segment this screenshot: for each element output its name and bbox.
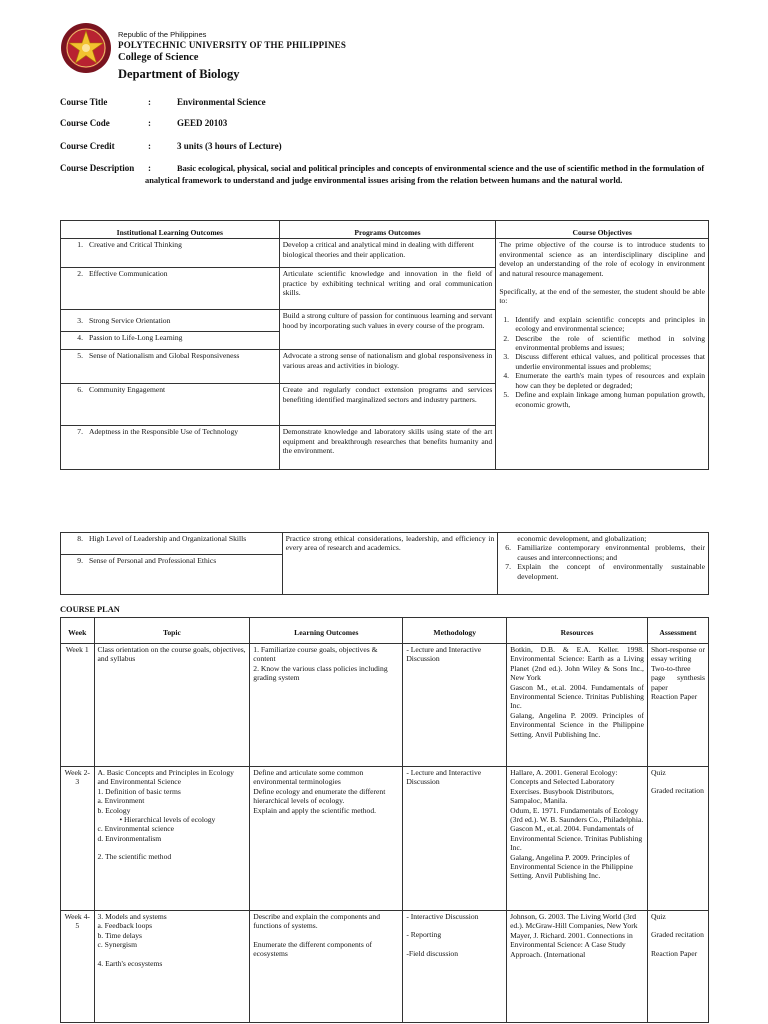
objective-continuation: economic development, and globalization;: [517, 534, 647, 543]
objective-item: 4. Enumerate the earth's main types of resources and explain how can they be depleted or degraded;: [503, 371, 705, 390]
header-course-objectives: Course Objectives: [496, 221, 709, 239]
objective-item: 5. Define and explain linkage among human population growth, economic growth,: [503, 390, 705, 409]
course-description-text: Basic ecological, physical, social and political principles and concepts of environmental science and the use of scientific method in the formulation of analytical framework to understand and judge environmental issues arising from the relation between humans and the natural world.: [145, 164, 705, 185]
methodology-cell: - Lecture and Interactive Discussion: [403, 767, 507, 911]
course-code-label: Course Code: [60, 118, 110, 128]
objectives-list: [499, 315, 705, 409]
po-item: Build a strong culture of passion for continuous learning and servant hood by incorporating such values in every course of the program.: [279, 310, 496, 350]
week-cell: Week 1: [61, 644, 95, 767]
header-institutional-outcomes: Institutional Learning Outcomes: [61, 221, 280, 239]
ilo-item: 3. Strong Service Orientation: [61, 310, 280, 332]
ilo-item: 1. Creative and Critical Thinking: [61, 239, 280, 268]
header-methodology: Methodology: [403, 618, 507, 644]
college-name: College of Science: [118, 52, 199, 63]
objective-item: 1. Identify and explain scientific concepts and principles in ecology and environmental science;: [503, 314, 705, 334]
header-resources: Resources: [507, 618, 648, 644]
course-credit-label: Course Credit: [60, 141, 115, 151]
ilo-item: 7. Adeptness in the Responsible Use of Technology: [61, 426, 280, 470]
course-objectives-cell: [498, 533, 709, 595]
po-item: Articulate scientific knowledge and innovation in the field of practice by exhibiting technical writing and oral communication skills.: [279, 268, 496, 310]
header-topic: Topic: [94, 618, 250, 644]
methodology-cell: - Interactive Discussion - Reporting -Field discussion: [403, 911, 507, 1023]
ilo-item: 9. Sense of Personal and Professional Ethics: [61, 555, 283, 595]
plan-header-row: [61, 618, 709, 644]
po-item: Demonstrate knowledge and laboratory skills using state of the art equipment and breakthrough researches that benefits humanity and the environment.: [279, 426, 496, 470]
learning-outcomes-cell: Define and articulate some common environmental terminologies Define ecology and enumerate the different hierarchical levels of ecology. Explain and apply the scientific method.: [250, 767, 403, 911]
objective-item: 7. Explain the concept of environmentally sustainable development.: [505, 562, 705, 581]
header-programs-outcomes: Programs Outcomes: [279, 221, 496, 239]
assessment-cell: Quiz Graded recitation: [647, 767, 708, 911]
header-assessment: Assessment: [647, 618, 708, 644]
ilo-item: 8. High Level of Leadership and Organizational Skills: [61, 533, 283, 555]
objective-item: 3. Discuss different ethical values, and political processes that underlie environmental issues and problems;: [503, 352, 705, 371]
po-item: Develop a critical and analytical mind in dealing with different biological theories and their application.: [279, 239, 496, 268]
plan-row: [61, 911, 709, 1023]
objectives-list: [501, 543, 705, 581]
resources-cell: Hallare, A. 2001. General Ecology: Concepts and Selected Laboratory Exercises. Busybook Distributors, Sampaloc, Manila. Odum, E. 1971. Fundamentals of Ecology (3rd ed.). W. B. Saunders Co., Philadelphia. Gascon M., et.al. 2004. Fundamentals of Environmental Science. Trinitas Publishing Inc. Galang, Angelina P. 2009. Principles of Environmental Science in the Philippine Setting. Anvil Publishing Inc.: [507, 767, 648, 911]
header-learning-outcomes: Learning Outcomes: [250, 618, 403, 644]
methodology-cell: - Lecture and Interactive Discussion: [403, 644, 507, 767]
course-code-value: GEED 20103: [177, 118, 228, 128]
resources-cell: Johnson, G. 2003. The Living World (3rd ed.). McGraw-Hill Companies, New York Mayer, J. Richard. 2001. Connections in Environmental Science: A Case Study Approach. (International: [507, 911, 648, 1023]
outcome-row: [61, 533, 709, 555]
assessment-cell: Quiz Graded recitation Reaction Paper: [647, 911, 708, 1023]
objectives-lead: Specifically, at the end of the semester, the student should be able to:: [499, 287, 705, 306]
header-week: Week: [61, 618, 95, 644]
assessment-cell: Short-response or essay writing Two-to-three page synthesis paper Reaction Paper: [647, 644, 708, 767]
course-title-value: Environmental Science: [177, 97, 266, 107]
course-credit-value: 3 units (3 hours of Lecture): [177, 141, 282, 151]
republic-label: Republic of the Philippines: [118, 30, 207, 39]
outcome-row: [61, 239, 709, 268]
objectives-intro: The prime objective of the course is to introduce students to environmental science as an interdisciplinary discipline and develop an understanding of the role of ecology in environment and natural resource management.: [499, 240, 705, 278]
week-cell: Week 4-5: [61, 911, 95, 1023]
ilo-item: 4. Passion to Life-Long Learning: [61, 332, 280, 350]
document-page: Republic of the Philippines POLYTECHNIC UNIVERSITY OF THE PHILIPPINES College of Science Department of Biology Course Title : Environmental Science Course Code : GEED 20103 Course Credit : 3 units (3 hours of Lecture) Course Description : Basic ecological, physical, social and political principles and concepts of environmental science and the use of scientific method in the formulation of analytical framework to understand and judge environmental issues arising from the relation between humans and the natural world. Institutional Learning Outcomes Programs Outcomes Course Objectives 1. Creative and Critical Thinking Develop a critical and analytical mind in dealing with different biological theories and their application. The prime objective of the course is to introduce students to environmental science as an interdisciplinary discipline and develop an understanding of the role of ecology in environment and natural resource management. Specifically, at the end of the semester, the student should be able to: 1. Identify and explain scientific concepts and principles in ecology and environmental science; 2. Describe the role of scientific method in solving environmental problems and issues; 3. Discuss different ethical values, and political processes that underlie environmental issues and problems; 4. Enumerate the earth's main types of resources and explain how can they be depleted or degraded; 5. Define and explain linkage among human population growth, economic growth, 2. Effective Communication Articulate scientific knowledge and innovation in the field of practice by exhibiting technical writing and oral communication skills. 3. Strong Service Orientation Build a strong culture of passion for continuous learning and servant hood by incorporating such values in every course of the program. 4. Passion to Life-Long Learning 5. Sense of Nationalism and Global Responsiveness Advocate a strong sense of nationalism and global responsiveness in various areas and activities in biology. 6. Community Engagement Create and regularly conduct extension programs and services benefiting identified marginalized sectors and industry partners. 7. Adeptness in the Responsible Use of Technology Demonstrate knowledge and laboratory skills using state of the art equipment and breakthrough researches that benefits humanity and the environment. 8. High Level of Leadership and Organizational Skills Practice strong ethical considerations, leadership, and efficiency in every area of research and academics. economic development, and globalization; 6. Familiarize contemporary environmental problems, their causes and interconnections; and 7. Explain the concept of environmentally sustainable development. 9. Sense of Personal and Professional Ethics COURSE PLAN Week Topic Learning Outcomes Methodology Resources Assessment Week 1 Class orientation on the course goals, objectives, and syllabus 1. Familiarize course goals, objectives & content 2. Know the various class policies including grading system - Lecture and Interactive Discussion Botkin, D.B. & E.A. Keller. 1998. Environmental Science: Earth as a Living Planet (2nd ed.). John Wiley & Sons Inc., New York Gascon M., et.al. 2004. Fundamentals of Environmental Science. Trinitas Publishing Inc. Galang, Angelina P. 2009. Principles of Environmental Science in the Philippine Setting. Anvil Publishing Inc. Short-response or essay writing Two-to-three page synthesis paper Reaction Paper Week 2-3 A. Basic Concepts and Principles in Ecology and Environmental Science 1. Definition of basic terms a. Environment b. Ecology • Hierarchical levels of ecology c. Environmental science d. Environmentalism 2. The scientific method Define and articulate some common environmental terminologies Define ecology and enumerate the different hierarchical levels of ecology. Explain and apply the scientific method. - Lecture and Interactive Discussion Hallare, A. 2001. General Ecology: Concepts and Selected Laboratory Exercises. Busybook Distributors, Sampaloc, Manila. Odum, E. 1971. Fundamentals of Ecology (3rd ed.). W. B. Saunders Co., Philadelphia. Gascon M., et.al. 2004. Fundamentals of Environmental Science. Trinitas Publishing Inc. Galang, Angelina P. 2009. Principles of Environmental Science in the Philippine Setting. Anvil Publishing Inc. Quiz Graded recitation Week 4-5 3. Models and systems a. Feedback loops b. Time delays c. Synergism 4. Earth's ecosystems Describe and explain the components and functions of systems. Enumerate the different components of ecosystems - Interactive Discussion - Reporting -Field discussion Johnson, G. 2003. The Living World (3rd ed.). McGraw-Hill Companies, New York Mayer, J. Richard. 2001. Connections in Environmental Science: A Case Study Approach. (International Quiz Graded recitation Reaction Paper: [0, 0, 768, 1024]
topic-cell: Class orientation on the course goals, objectives, and syllabus: [94, 644, 250, 767]
topic-cell: A. Basic Concepts and Principles in Ecology and Environmental Science 1. Definition of basic terms a. Environment b. Ecology • Hierarchical levels of ecology c. Environmental science d. Environmentalism 2. The scientific method: [94, 767, 250, 911]
course-plan-table: [60, 617, 709, 1023]
course-plan-heading: COURSE PLAN: [60, 605, 120, 614]
plan-row: [61, 644, 709, 767]
resources-cell: Botkin, D.B. & E.A. Keller. 1998. Environmental Science: Earth as a Living Planet (2nd ed.). John Wiley & Sons Inc., New York Gascon M., et.al. 2004. Fundamentals of Environmental Science. Trinitas Publishing Inc. Galang, Angelina P. 2009. Principles of Environmental Science in the Philippine Setting. Anvil Publishing Inc.: [507, 644, 648, 767]
po-item: Advocate a strong sense of nationalism and global responsiveness in various areas and activities in biology.: [279, 350, 496, 384]
po-item: Create and regularly conduct extension programs and services benefiting identified marginalized sectors and industry partners.: [279, 384, 496, 426]
department-name: Department of Biology: [118, 67, 240, 81]
learning-outcomes-cell: Describe and explain the components and functions of systems. Enumerate the different components of ecosystems: [250, 911, 403, 1023]
week-cell: Week 2-3: [61, 767, 95, 911]
course-objectives-cell: [496, 239, 709, 470]
outcomes-header-row: [61, 221, 709, 239]
plan-row: [61, 767, 709, 911]
course-title-label: Course Title: [60, 97, 108, 107]
objective-item: 6. Familiarize contemporary environmental problems, their causes and interconnections; and: [505, 543, 705, 562]
po-item: Practice strong ethical considerations, leadership, and efficiency in every area of research and academics.: [282, 533, 498, 595]
outcomes-table: [60, 220, 709, 470]
course-description-label: Course Description: [60, 163, 135, 173]
university-seal-logo: [60, 22, 112, 74]
ilo-item: 2. Effective Communication: [61, 268, 280, 310]
learning-outcomes-cell: 1. Familiarize course goals, objectives & content 2. Know the various class policies including grading system: [250, 644, 403, 767]
objective-item: 2. Describe the role of scientific method in solving environmental problems and issues;: [503, 333, 705, 353]
university-name: POLYTECHNIC UNIVERSITY OF THE PHILIPPINES: [118, 40, 347, 50]
outcomes-table-continued: [60, 532, 709, 595]
topic-cell: 3. Models and systems a. Feedback loops b. Time delays c. Synergism 4. Earth's ecosystems: [94, 911, 250, 1023]
ilo-item: 5. Sense of Nationalism and Global Responsiveness: [61, 350, 280, 384]
ilo-item: 6. Community Engagement: [61, 384, 280, 426]
